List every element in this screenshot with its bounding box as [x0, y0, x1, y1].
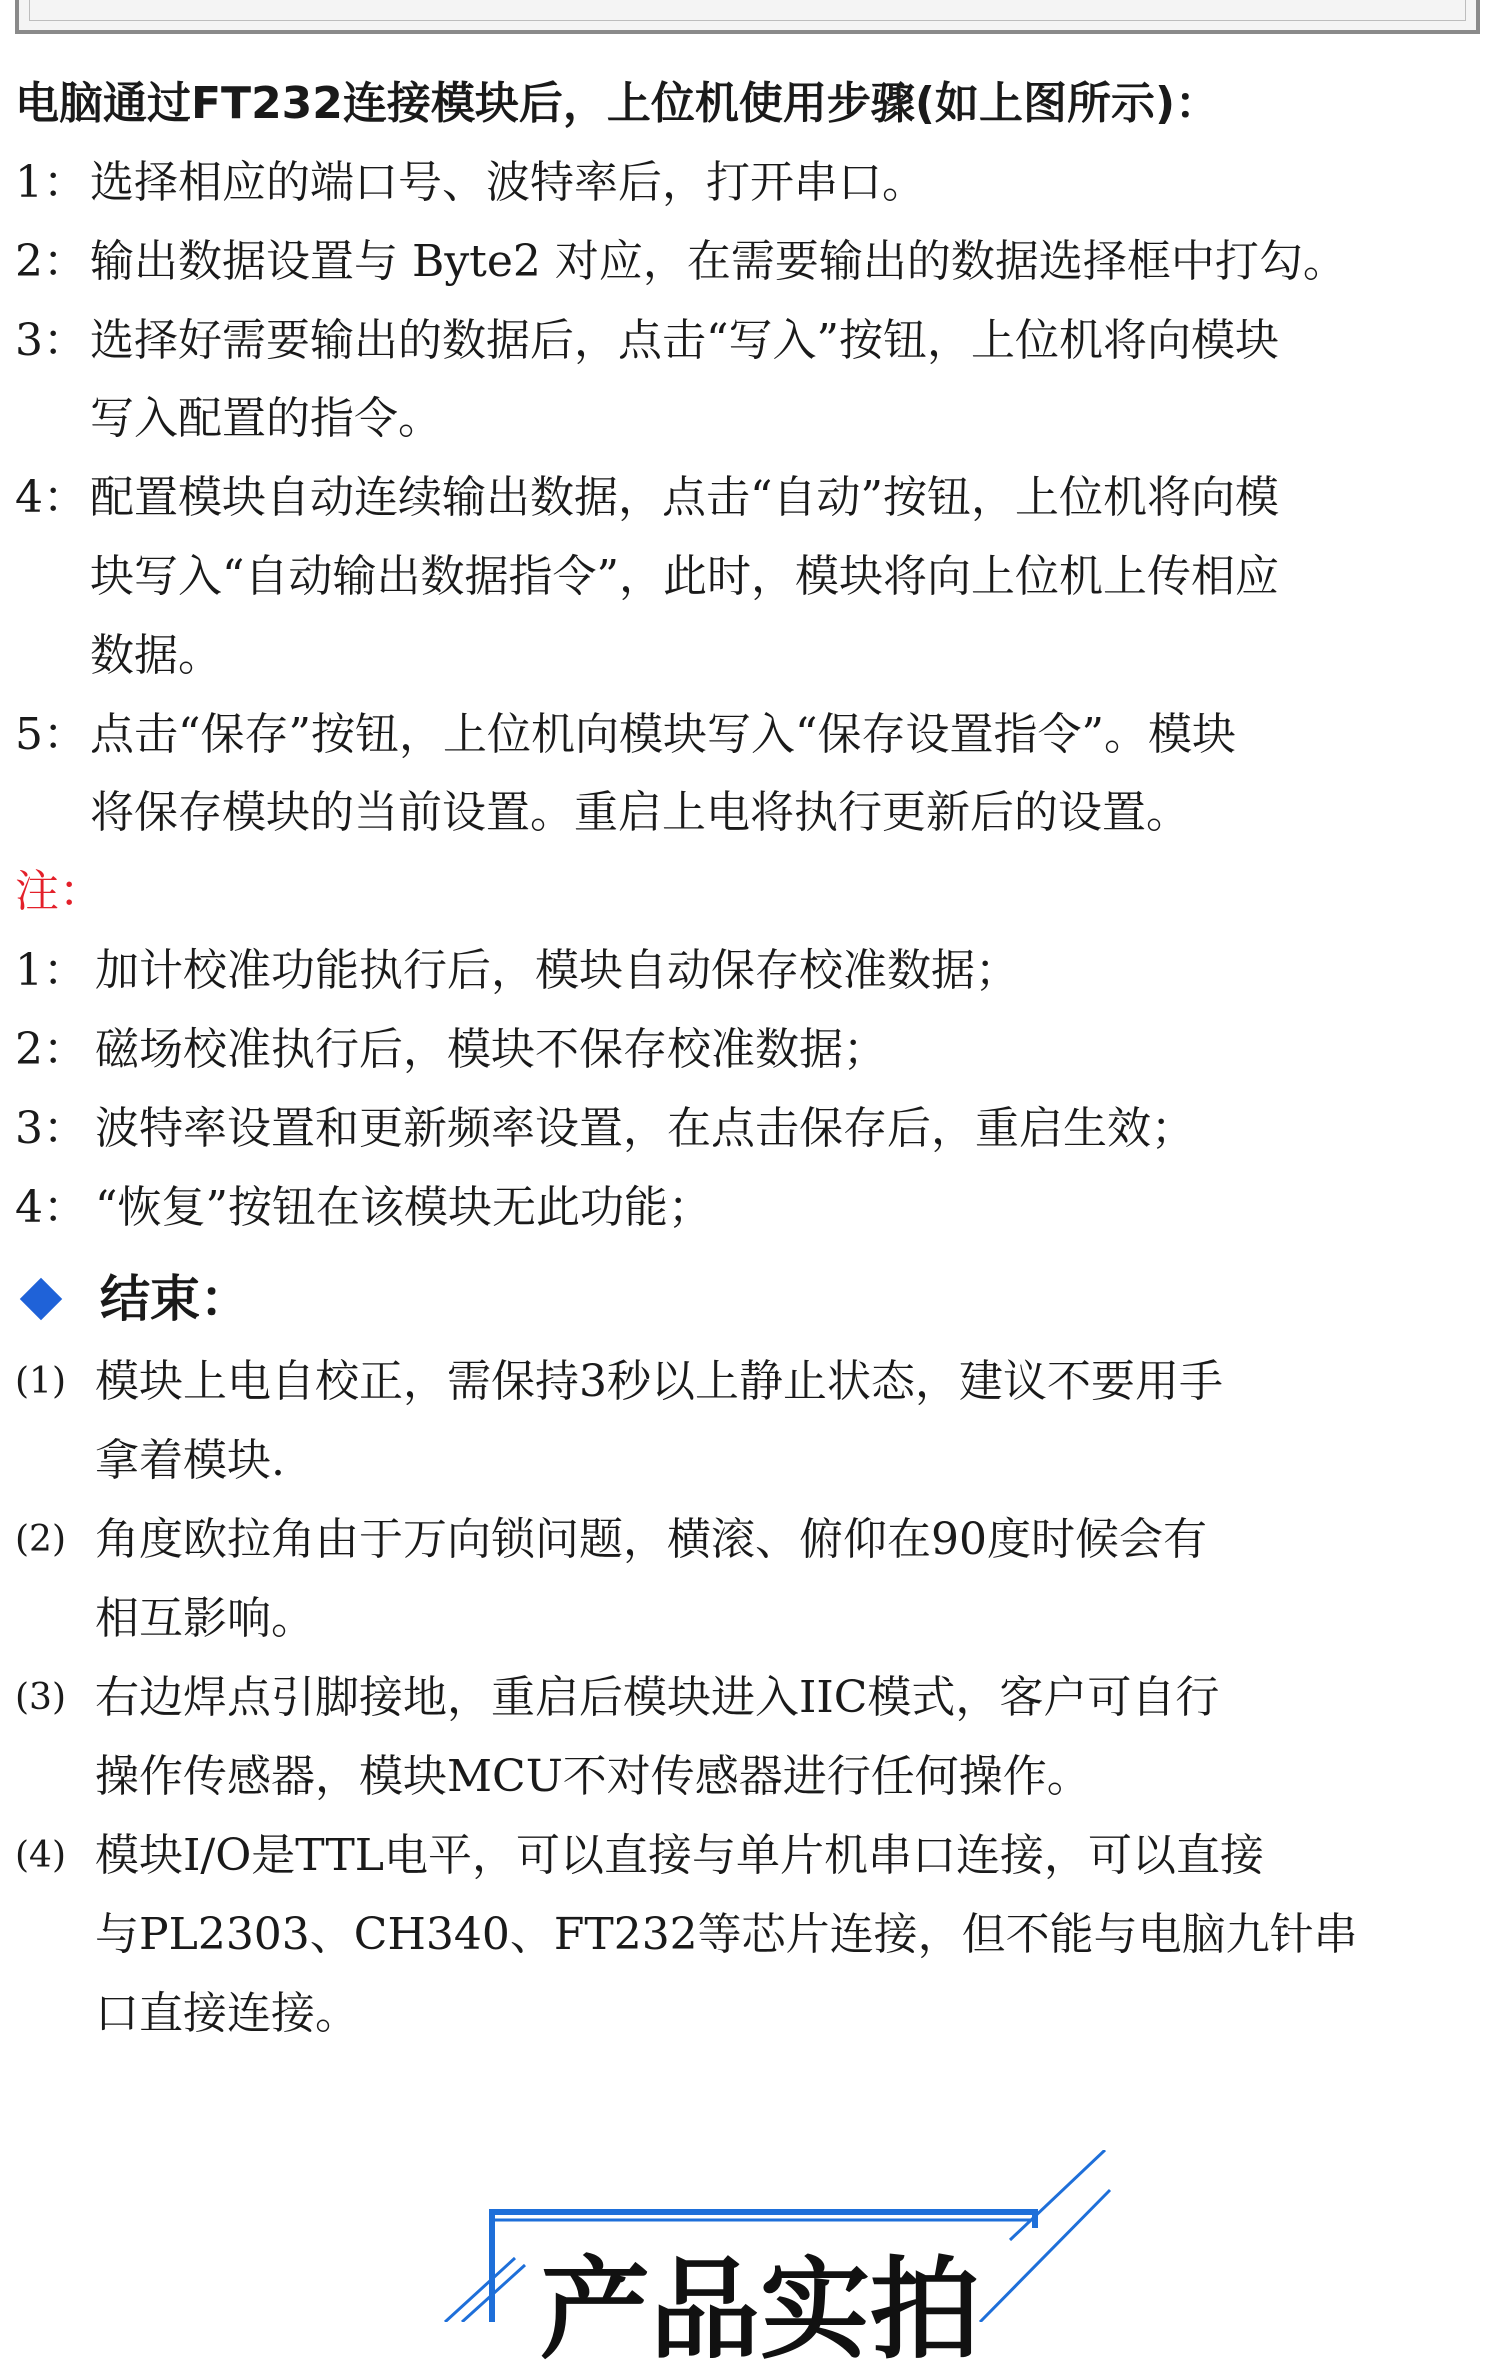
end-item-text: 模块I/O是TTL电平，可以直接与单片机串口连接，可以直接 — [95, 1830, 1265, 1881]
note-number: 3： — [15, 1103, 87, 1154]
diamond-bullet-icon — [20, 1278, 62, 1320]
step-text: 输出数据设置与 Byte2 对应，在需要输出的数据选择框中打勾。 — [90, 236, 1347, 287]
end-item-text: 操作传感器，模块MCU不对传感器进行任何操作。 — [95, 1751, 1091, 1802]
step-text: 将保存模块的当前设置。重启上电将执行更新后的设置。 — [90, 787, 1190, 838]
note-number: 4： — [15, 1182, 87, 1233]
end-item-number: (1) — [15, 1361, 66, 1402]
step-number: 5： — [15, 709, 87, 760]
end-item-number: (2) — [15, 1519, 66, 1560]
step-text: 选择相应的端口号、波特率后，打开串口。 — [90, 157, 926, 208]
end-heading: 结束： — [100, 1270, 250, 1328]
note-heading: 注： — [15, 866, 103, 917]
note-text: “恢复”按钮在该模块无此功能； — [95, 1182, 712, 1233]
end-item-text: 模块上电自校正，需保持3秒以上静止状态，建议不要用手 — [95, 1356, 1223, 1407]
step-text: 写入配置的指令。 — [90, 393, 442, 444]
end-item-text: 相互影响。 — [95, 1593, 315, 1644]
end-item-number: (4) — [15, 1835, 66, 1876]
step-number: 3： — [15, 315, 87, 366]
step-text: 点击“保存”按钮，上位机向模块写入“保存设置指令”。模块 — [90, 709, 1236, 760]
end-item-text: 角度欧拉角由于万向锁问题，横滚、俯仰在90度时候会有 — [95, 1514, 1207, 1565]
banner-title: 产品实拍 — [540, 2246, 980, 2374]
note-text: 波特率设置和更新频率设置，在点击保存后，重启生效； — [95, 1103, 1195, 1154]
step-text: 选择好需要输出的数据后，点击“写入”按钮，上位机将向模块 — [90, 315, 1279, 366]
banner-slash-line — [445, 2258, 515, 2322]
banner-slash-line — [1010, 2150, 1105, 2240]
step-text: 块写入“自动输出数据指令”，此时，模块将向上位机上传相应 — [90, 551, 1279, 602]
step-text: 数据。 — [90, 630, 222, 681]
note-text: 加计校准功能执行后，模块自动保存校准数据； — [95, 945, 1019, 996]
step-text: 配置模块自动连续输出数据，点击“自动”按钮，上位机将向模 — [90, 472, 1279, 523]
intro-heading: 电脑通过FT232连接模块后，上位机使用步骤(如上图所示)： — [15, 78, 1220, 129]
note-text: 磁场校准执行后，模块不保存校准数据； — [95, 1024, 887, 1075]
end-item-text: 口直接连接。 — [95, 1988, 359, 2039]
end-item-text: 与PL2303、CH340、FT232等芯片连接，但不能与电脑九针串 — [95, 1909, 1358, 1960]
step-number: 4： — [15, 472, 87, 523]
note-number: 2： — [15, 1024, 87, 1075]
end-item-number: (3) — [15, 1677, 66, 1718]
end-item-text: 右边焊点引脚接地，重启后模块进入IIC模式，客户可自行 — [95, 1672, 1220, 1723]
step-number: 1： — [15, 157, 87, 208]
step-number: 2： — [15, 236, 87, 287]
end-item-text: 拿着模块. — [95, 1435, 285, 1486]
note-number: 1： — [15, 945, 87, 996]
